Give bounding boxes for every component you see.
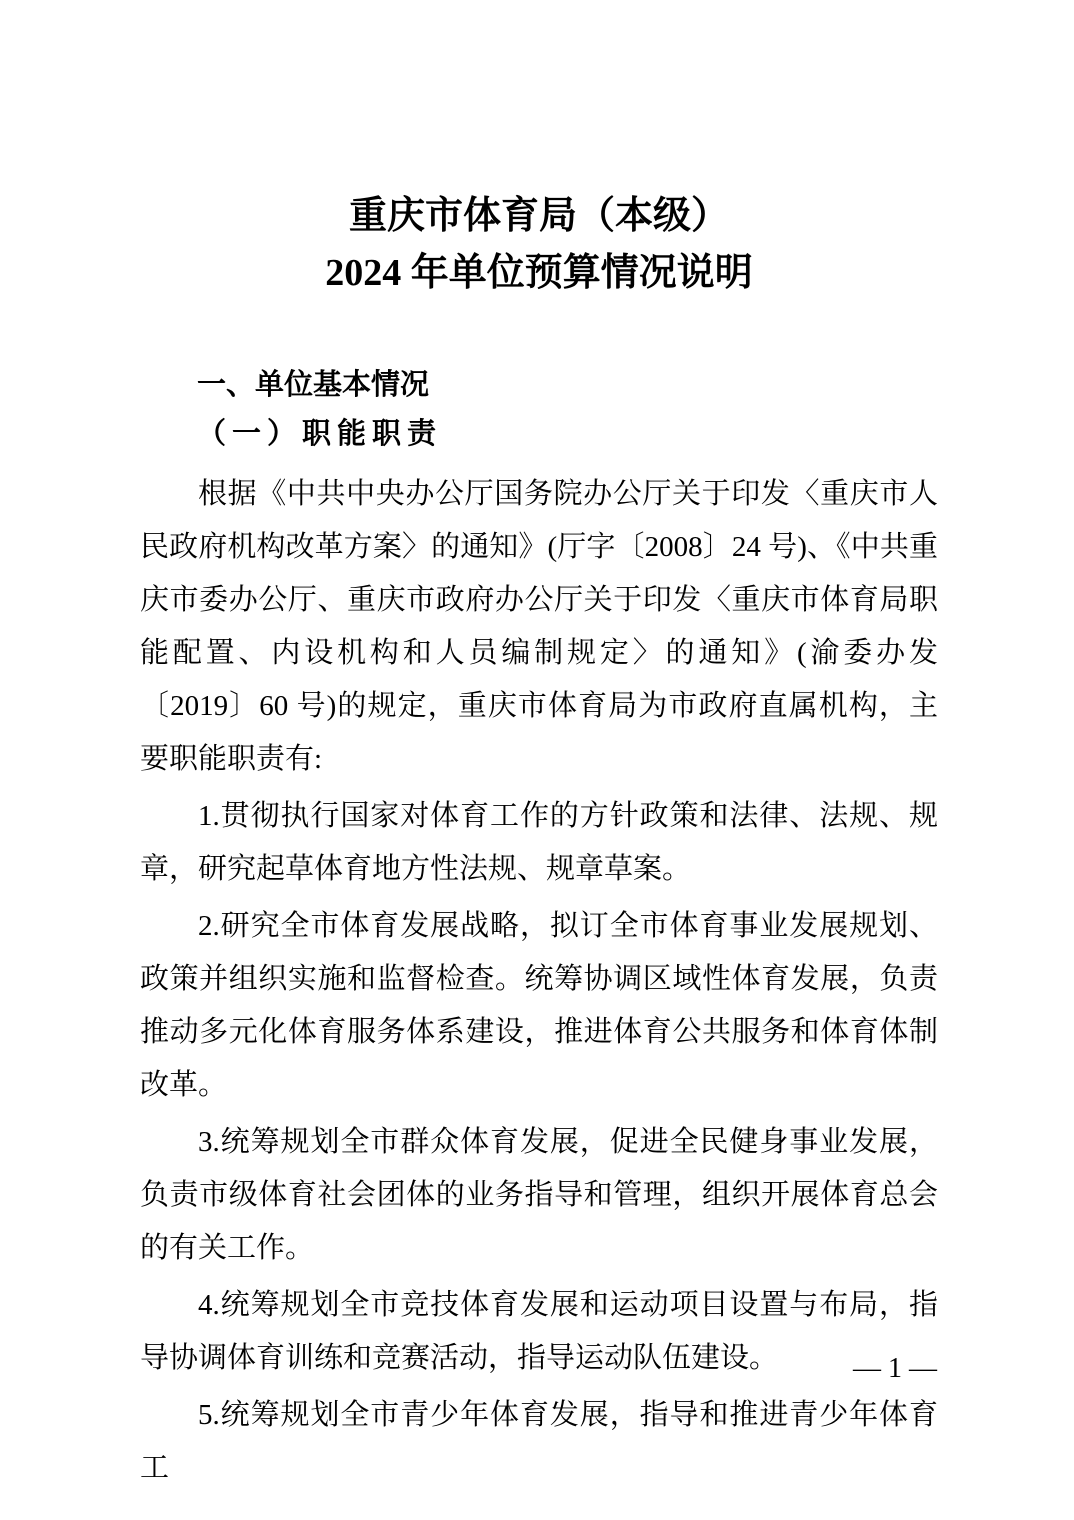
page-number: — 1 —	[853, 1353, 937, 1384]
document-title	[140, 188, 938, 302]
paragraph-duty-2: 2.研究全市体育发展战略，拟订全市体育事业发展规划、政策并组织实施和监督检查。统筹协调区域性体育发展，负责推动多元化体育服务体系建设，推进体育公共服务和体育体制改革。	[140, 910, 938, 1101]
paragraph-duty-4: 4.统筹规划全市竞技体育发展和运动项目设置与布局，指导协调体育训练和竞赛活动，指导运动队伍建设。	[140, 1289, 938, 1374]
document-title-line-1: 重庆市体育局（本级）	[348, 195, 729, 237]
paragraph-duty-5: 5.统筹规划全市青少年体育发展，指导和推进青少年体育工	[140, 1399, 938, 1484]
document-title-line-2: 2024 年单位预算情况说明	[325, 252, 753, 294]
section-heading-unit-basic-info: 一、单位基本情况	[197, 369, 430, 401]
paragraph-basis: 根据《中共中央办公厅国务院办公厅关于印发〈重庆市人民政府机构改革方案〉的通知》(厅字〔2008〕24 号)、《中共重庆市委办公厅、重庆市政府办公厅关于印发〈重庆市体育局职能配置、内设机构和人员编制规定〉的通知》(渝委办发〔2019〕60 号)的规定，重庆市体育局为市政府直属机构，主要职能职责有:	[140, 478, 938, 775]
paragraph-duty-1: 1.贯彻执行国家对体育工作的方针政策和法律、法规、规章，研究起草体育地方性法规、规章草案。	[140, 800, 938, 885]
subsection-heading-duties: （一）职能职责	[197, 418, 443, 450]
document-body	[140, 468, 938, 1495]
paragraph-duty-3: 3.统筹规划全市群众体育发展，促进全民健身事业发展，负责市级体育社会团体的业务指导和管理，组织开展体育总会的有关工作。	[140, 1126, 938, 1264]
